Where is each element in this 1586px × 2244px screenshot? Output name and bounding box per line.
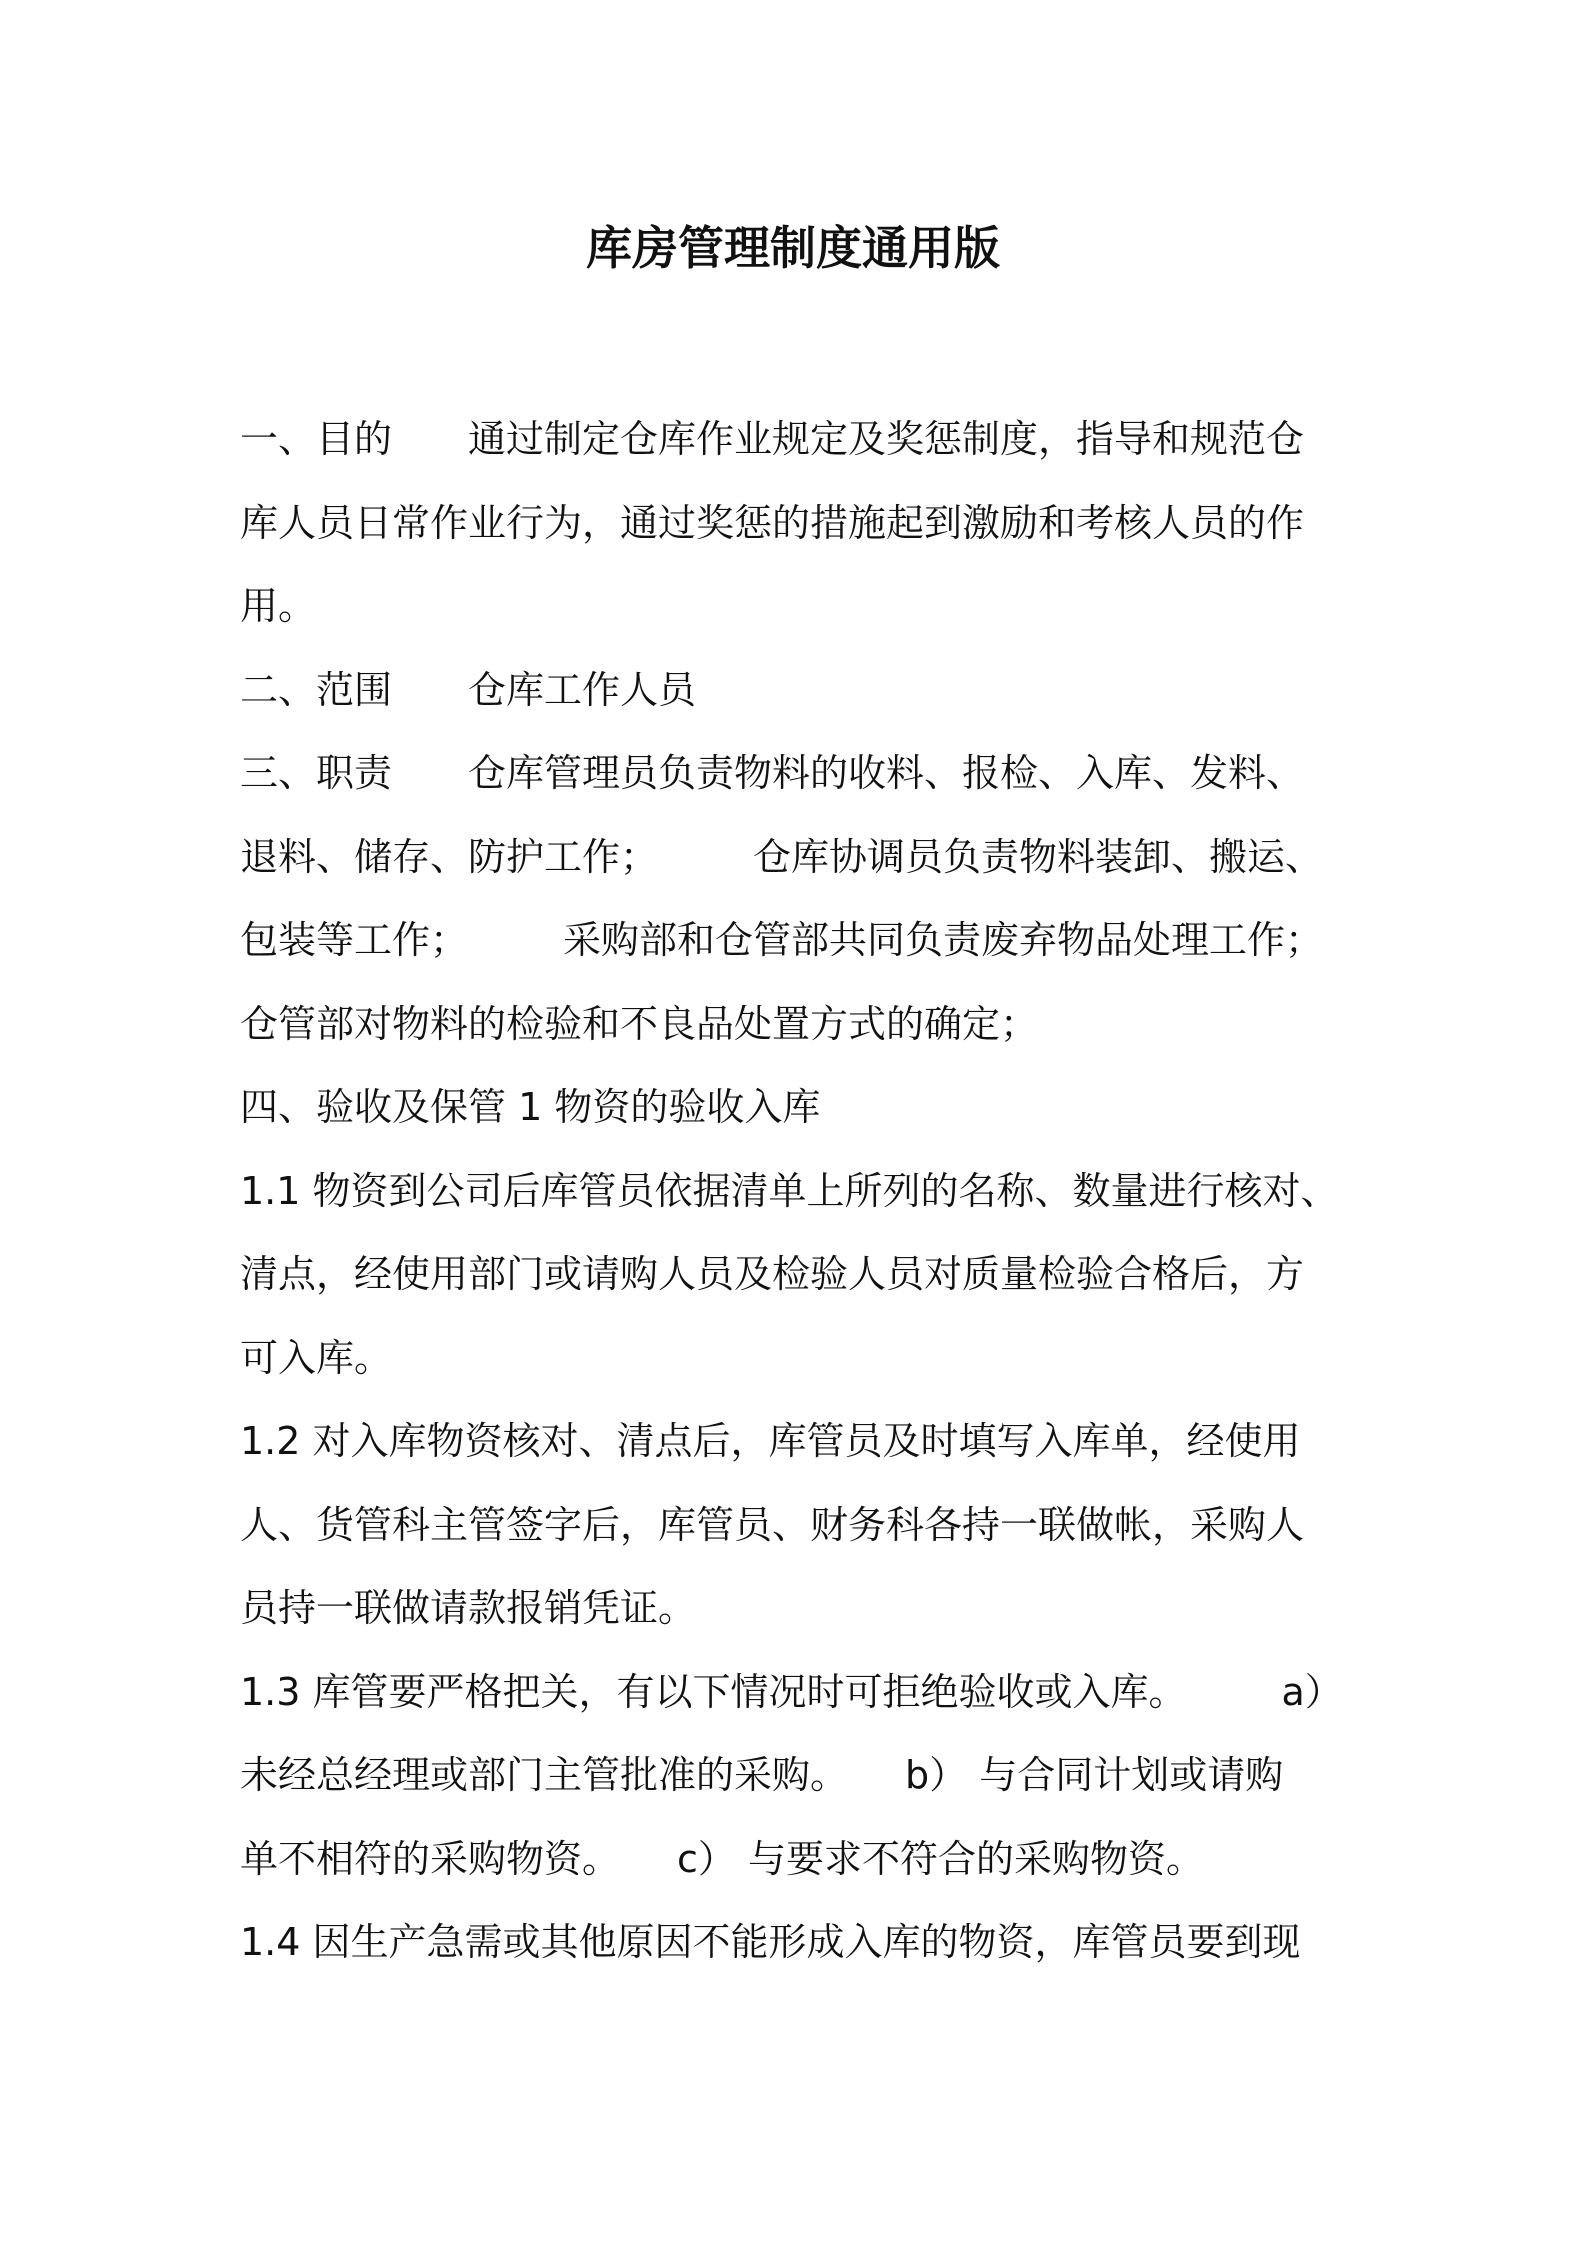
body-line: 包装等工作； 采购部和仓管部共同负责废弃物品处理工作； bbox=[240, 918, 1324, 962]
body-line: 人、货管科主管签字后，库管员、财务科各持一联做帐，采购人 bbox=[240, 1502, 1305, 1547]
body-line: 单不相符的采购物资。 c） 与要求不符合的采购物资。 bbox=[240, 1836, 1204, 1881]
document-title: 库房管理制度通用版 bbox=[586, 221, 1000, 275]
body-line: 库人员日常作业行为，通过奖惩的措施起到激励和考核人员的作 bbox=[240, 500, 1305, 545]
body-line: 清点，经使用部门或请购人员及检验人员对质量检验合格后，方 bbox=[240, 1252, 1305, 1296]
body-line: 未经总经理或部门主管批准的采购。 b） 与合同计划或请购 bbox=[240, 1753, 1284, 1797]
body-line: 可入库。 bbox=[240, 1335, 393, 1380]
body-line: 仓管部对物料的检验和不良品处置方式的确定； bbox=[240, 1001, 1039, 1046]
body-line: 用。 bbox=[240, 584, 317, 628]
body-line: 三、职责 仓库管理员负责物料的收料、报检、入库、发料、 bbox=[240, 751, 1305, 795]
body-line: 一、目的 通过制定仓库作业规定及奖惩制度，指导和规范仓 bbox=[240, 417, 1305, 461]
body-line: 1.3 库管要严格把关，有以下情况时可拒绝验收或入库。 a） bbox=[240, 1669, 1343, 1714]
body-line: 四、验收及保管 1 物资的验收入库 bbox=[240, 1085, 821, 1129]
body-line: 员持一联做请款报销凭证。 bbox=[240, 1586, 697, 1630]
body-line: 1.1 物资到公司后库管员依据清单上所列的名称、数量进行核对、 bbox=[240, 1168, 1339, 1213]
body-line: 1.4 因生产急需或其他原因不能形成入库的物资，库管员要到现 bbox=[240, 1920, 1301, 1964]
body-line: 1.2 对入库物资核对、清点后，库管员及时填写入库单，经使用 bbox=[240, 1419, 1301, 1463]
document-body bbox=[240, 398, 1380, 1985]
body-line: 退料、储存、防护工作； 仓库协调员负责物料装卸、搬运、 bbox=[240, 834, 1324, 879]
body-line: 二、范围 仓库工作人员 bbox=[240, 667, 697, 712]
